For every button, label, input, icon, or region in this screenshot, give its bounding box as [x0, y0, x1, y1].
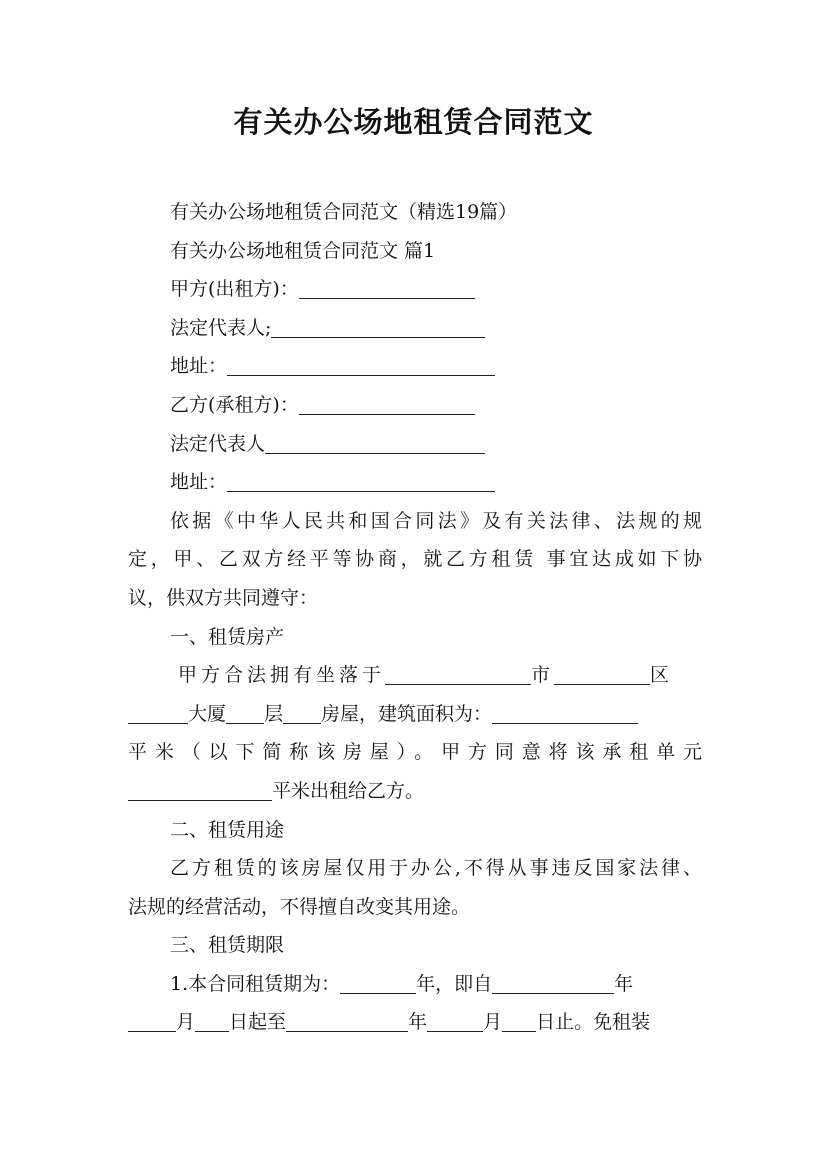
- section-1-text-b: 市: [531, 664, 555, 687]
- building-blank: [128, 701, 188, 724]
- document-body: [128, 193, 702, 1042]
- section-3-text-h: 日止。免租装: [536, 1011, 651, 1034]
- start-day-blank: [195, 1009, 229, 1032]
- legal-rep-1-line: [128, 309, 702, 348]
- section-heading: 有关办公场地租赁合同范文 篇1: [170, 239, 436, 262]
- section-2-line-1: 乙方租赁的该房屋仅用于办公,不得从事违反国家法律、: [170, 857, 702, 880]
- address-1-label: 地址：: [170, 355, 228, 378]
- section-2-heading: 二、租赁用途: [170, 818, 285, 841]
- section-3-heading: 三、租赁期限: [170, 934, 285, 957]
- section-3-text-c: 年: [614, 972, 634, 995]
- section-1-text-g: 平米出租给乙方。: [272, 779, 425, 802]
- rent-area-blank: [128, 778, 272, 801]
- section-3-line-1: [128, 965, 702, 1004]
- section-3-text-a: 1.本合同租赁期为：: [170, 972, 341, 995]
- section-1-text-d: 大厦: [188, 702, 227, 725]
- party-a-blank: [299, 276, 475, 299]
- party-b-blank: [299, 392, 475, 415]
- start-year-blank: [492, 971, 614, 994]
- intro-line-3: 议，供双方共同遵守：: [128, 586, 319, 609]
- start-month-blank: [128, 1009, 176, 1032]
- term-years-blank: [340, 971, 416, 994]
- section-1-text-c: 区: [650, 664, 674, 687]
- legal-rep-1-label: 法定代表人;: [170, 316, 272, 339]
- section-3-text-b: 年，即自: [416, 972, 493, 995]
- party-b-line: [128, 386, 702, 425]
- end-month-blank: [427, 1009, 483, 1032]
- section-3-line-2: [128, 1003, 702, 1042]
- section-1-heading: 一、租赁房产: [170, 625, 285, 648]
- section-3-text-g: 月: [483, 1011, 503, 1034]
- section-1-line-1: [128, 656, 702, 695]
- end-year-blank: [286, 1009, 408, 1032]
- party-b-label: 乙方(承租方)：: [170, 393, 299, 416]
- section-1-line-3: 平米（以下简称该房屋）。甲方同意将该承租单元: [128, 741, 702, 764]
- party-a-label: 甲方(出租方)：: [170, 278, 299, 301]
- section-2-line-2: 法规的经营活动，不得擅自改变其用途。: [128, 895, 471, 918]
- party-a-line: [128, 270, 702, 309]
- section-1-text-f: 房屋，建筑面积为：: [321, 702, 493, 725]
- section-1-line-2: [128, 695, 702, 734]
- legal-rep-2-line: [128, 425, 702, 464]
- intro-line-2: 定，甲、乙双方经平等协商，就乙方租赁 事宜达成如下协: [128, 548, 702, 571]
- legal-rep-1-blank: [271, 315, 485, 338]
- address-1-line: [128, 347, 702, 386]
- district-blank: [554, 662, 650, 685]
- section-3-text-e: 日起至: [229, 1011, 287, 1034]
- legal-rep-2-label: 法定代表人: [170, 432, 266, 455]
- section-3-text-d: 月: [176, 1011, 196, 1034]
- legal-rep-2-blank: [265, 431, 485, 454]
- area-blank: [492, 701, 638, 724]
- city-blank: [385, 662, 531, 685]
- section-1-text-e: 层: [264, 702, 284, 725]
- section-1-line-4: [128, 772, 702, 811]
- section-1-text-a: 甲方合法拥有坐落于: [178, 664, 386, 687]
- subtitle: 有关办公场地租赁合同范文（精选19篇）: [170, 201, 518, 223]
- address-2-blank: [227, 469, 495, 492]
- address-1-blank: [227, 353, 495, 376]
- address-2-line: [128, 463, 702, 502]
- floor-blank: [226, 701, 264, 724]
- section-3-text-f: 年: [408, 1011, 428, 1034]
- intro-line-1: 依据《中华人民共和国合同法》及有关法律、法规的规: [170, 509, 702, 532]
- room-blank: [283, 701, 321, 724]
- end-day-blank: [502, 1009, 536, 1032]
- address-2-label: 地址：: [170, 471, 228, 494]
- document-title: 有关办公场地租赁合同范文: [233, 105, 594, 139]
